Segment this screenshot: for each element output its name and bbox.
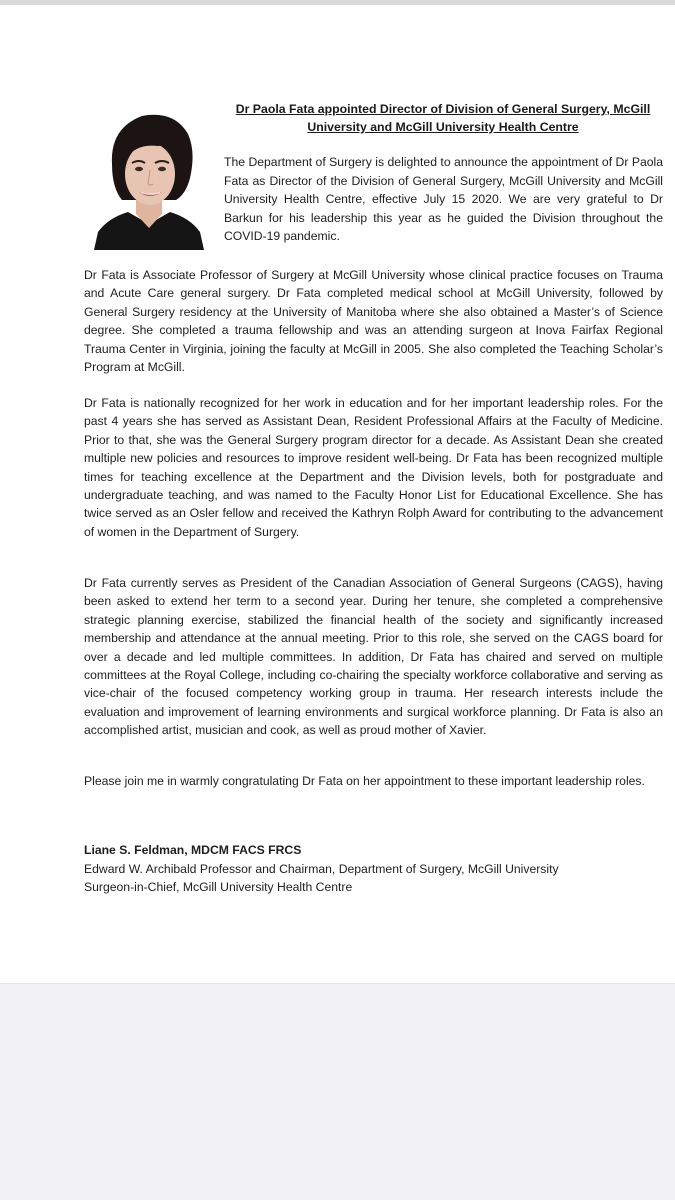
signatory-title: Edward W. Archibald Professor and Chairman, Department of Surgery, McGill University (84, 861, 559, 876)
headline: Dr Paola Fata appointed Director of Division of General Surgery, McGill University and McGill University Health Centre (235, 102, 651, 134)
education-leadership-paragraph: Dr Fata is nationally recognized for her work in education and for her important leadership roles. For the past 4 years she has served as Assistant Dean, Resident Professional Affairs at the Faculty of Medicine. Prior to that, she was the General Surgery program director for a decade. As Assistant Dean she created multiple new policies and resources to improve resident well-being. Dr Fata has been recognized multiple times for teaching excellence at the Department and the Division levels, both for postgraduate and undergraduate teaching, and was named to the Faculty Honor List for Educational Excellence. She has twice served as an Osler fellow and received the Kathryn Rolph Award for contributing to the advancement of women in the Department of Surgery. (84, 396, 663, 539)
document-page (0, 5, 675, 984)
signatory-role: Surgeon-in-Chief, McGill University Health Centre (84, 880, 353, 894)
signature-block (84, 841, 663, 897)
biography-paragraph: Dr Fata is Associate Professor of Surgery at McGill University whose clinical practice focuses on Trauma and Acute Care general surgery. Dr Fata completed medical school at McGill University, followed by General Surgery residency at the University of Manitoba where she also obtained a Master’s of Science degree. She completed a trauma fellowship and was an attending surgeon at Inova Fairfax Regional Trauma Center in Virginia, joining the faculty at McGill in 2005. She also completed the Teaching Scholar’s Program at McGill. (84, 268, 663, 375)
signatory-name: Liane S. Feldman, MDCM FACS FRCS (84, 843, 302, 857)
closing-paragraph: Please join me in warmly congratulating Dr Fata on her appointment to these important leadership roles. (84, 774, 645, 788)
portrait-photo (92, 108, 206, 250)
cags-paragraph: Dr Fata currently serves as President of the Canadian Association of General Surgeons (CAGS), having been asked to extend her term to a second year. During her tenure, she completed a comprehensive strategic planning exercise, stabilized the financial health of the society and significantly increased membership and attendance at the annual meeting. Prior to this role, she served on the CAGS board for over a decade and led multiple committees. In addition, Dr Fata has chaired and served on multiple committees at the Royal College, including co-chairing the specialty workforce collaborative and serving as vice-chair of the focused competency working group in trauma. Her research interests include the evaluation and improvement of learning environments and surgical workforce planning. Dr Fata is also an accomplished artist, musician and cook, as well as proud mother of Xavier. (84, 576, 663, 738)
intro-paragraph: The Department of Surgery is delighted to announce the appointment of Dr Paola Fata as Director of the Division of General Surgery, McGill University and McGill University Health Centre, effective July 15 2020. We are very grateful to Dr Barkun for his leadership this year as he guided the Division throughout the COVID-19 pandemic. (224, 155, 663, 243)
